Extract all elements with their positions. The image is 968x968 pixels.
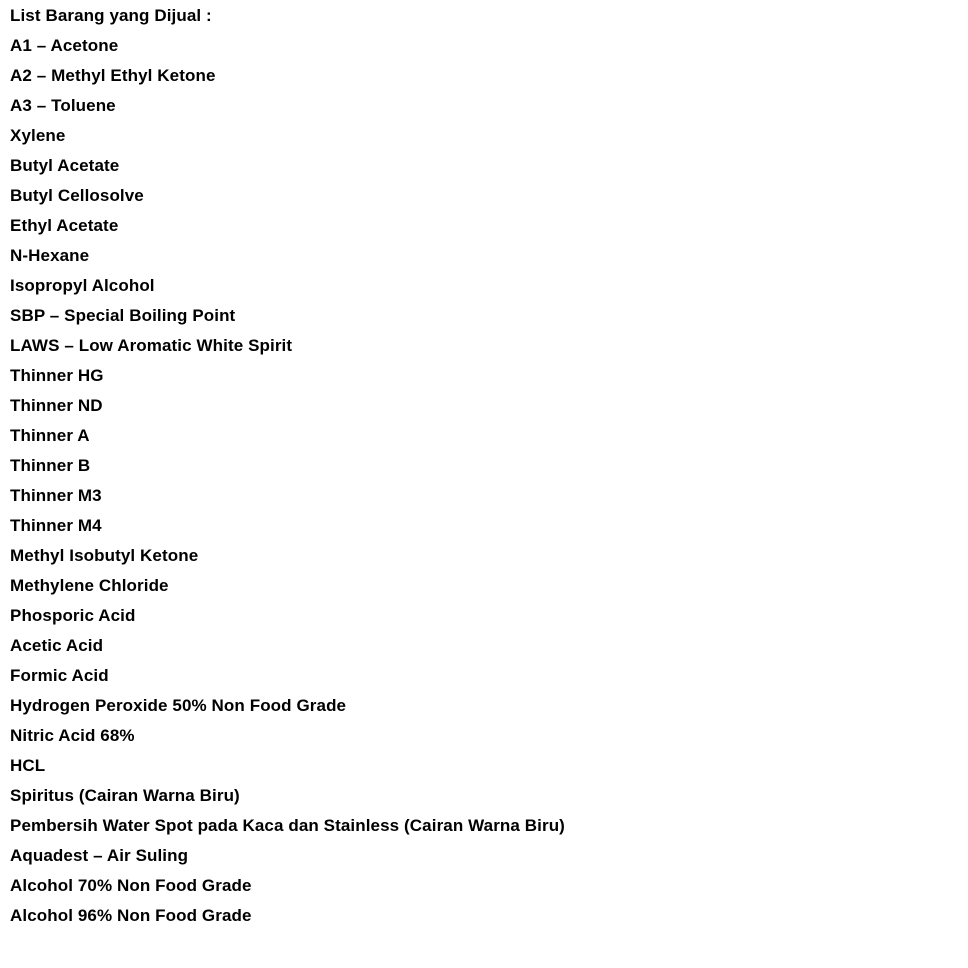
list-item: Acetic Acid <box>10 636 104 655</box>
list-item: Alcohol 70% Non Food Grade <box>10 876 252 895</box>
list-item: Isopropyl Alcohol <box>10 276 155 295</box>
list-item: SBP – Special Boiling Point <box>10 306 236 325</box>
list-item: A2 – Methyl Ethyl Ketone <box>10 66 216 85</box>
list-item: A1 – Acetone <box>10 36 119 55</box>
list-item: Xylene <box>10 126 66 145</box>
list-item: Methylene Chloride <box>10 576 169 595</box>
list-item: Butyl Cellosolve <box>10 186 144 205</box>
list-item: Thinner M4 <box>10 516 102 535</box>
list-item: HCL <box>10 756 46 775</box>
list-item: Ethyl Acetate <box>10 216 119 235</box>
list-item: Methyl Isobutyl Ketone <box>10 546 199 565</box>
list-item: Alcohol 96% Non Food Grade <box>10 906 252 925</box>
list-item: Spiritus (Cairan Warna Biru) <box>10 786 240 805</box>
list-item: Formic Acid <box>10 666 109 685</box>
list-title: List Barang yang Dijual : <box>10 6 212 25</box>
list-item: Thinner A <box>10 426 90 445</box>
list-item: Phosporic Acid <box>10 606 136 625</box>
list-item: Pembersih Water Spot pada Kaca dan Stainless (Cairan Warna Biru) <box>10 816 565 835</box>
list-item: Hydrogen Peroxide 50% Non Food Grade <box>10 696 347 715</box>
list-item: Butyl Acetate <box>10 156 120 175</box>
list-item: Aquadest – Air Suling <box>10 846 189 865</box>
list-item: Thinner ND <box>10 396 103 415</box>
list-item: Thinner B <box>10 456 91 475</box>
list-item: Thinner HG <box>10 366 104 385</box>
list-item: Nitric Acid 68% <box>10 726 135 745</box>
list-item: N-Hexane <box>10 246 90 265</box>
list-item: LAWS – Low Aromatic White Spirit <box>10 336 293 355</box>
product-list <box>10 31 958 931</box>
list-item: A3 – Toluene <box>10 96 116 115</box>
list-item: Thinner M3 <box>10 486 102 505</box>
